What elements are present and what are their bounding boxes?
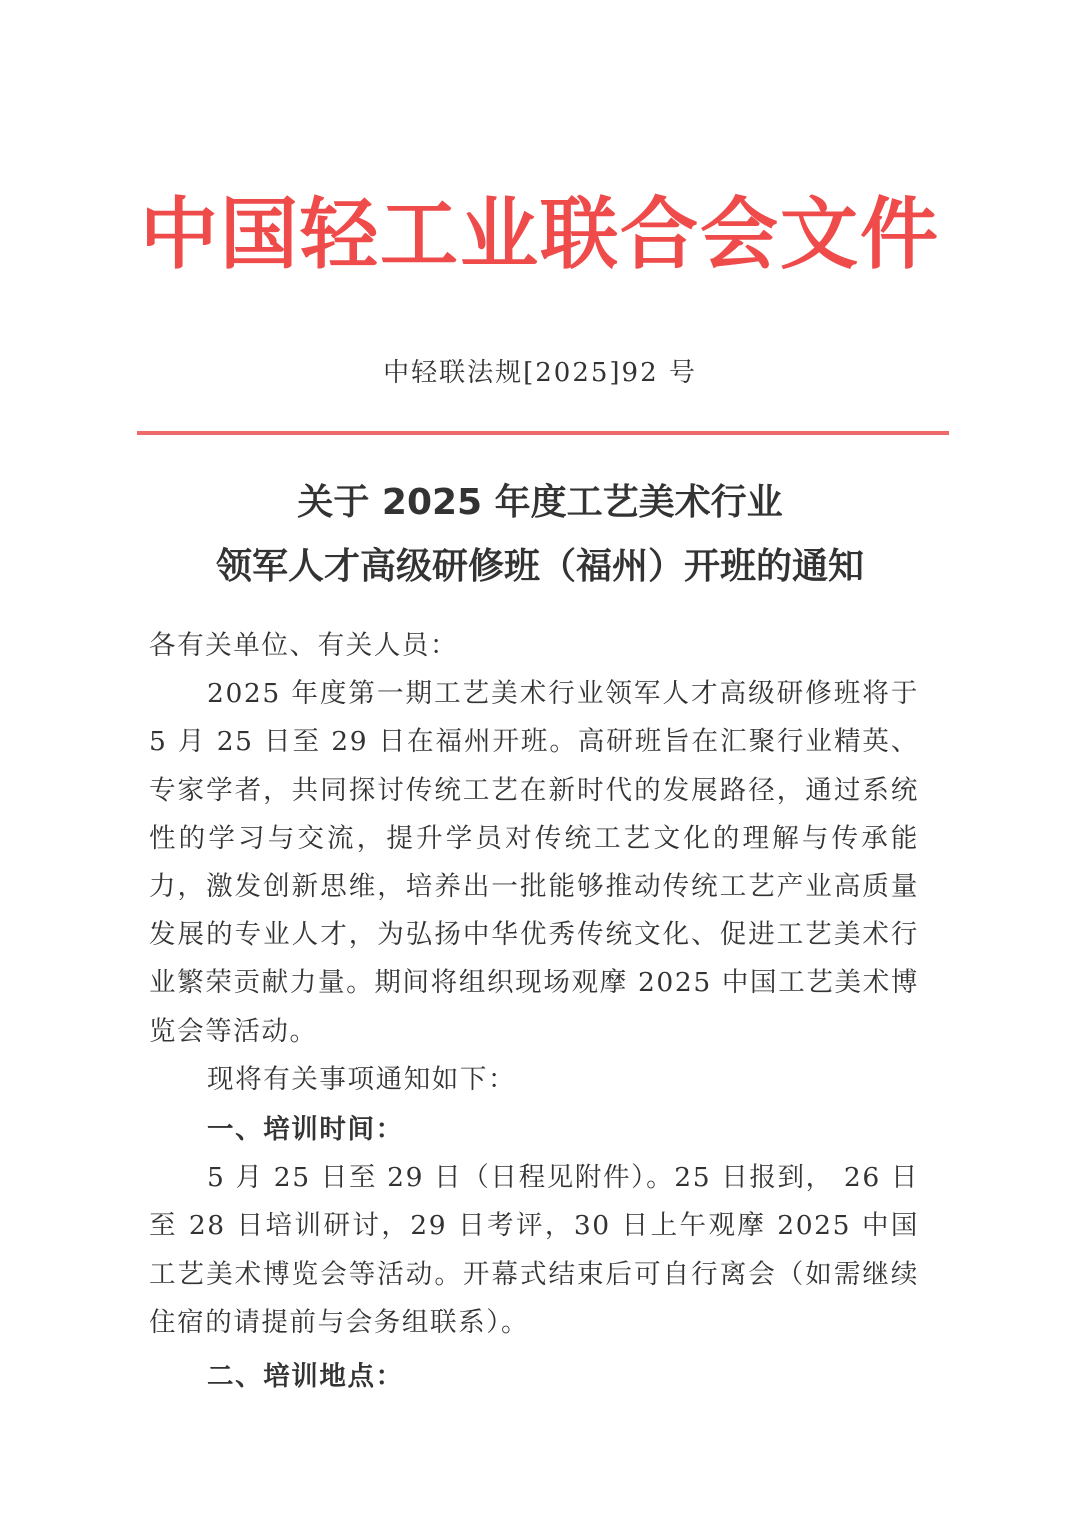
section-content-training-time: 5 月 25 日至 29 日（日程见附件）。25 日报到， 26 日至 28 日培训研讨，29 日考评，30 日上午观摩 2025 中国工艺美术博览会等活动。开幕式结束后可自行离会（如需继续住宿的请提前与会务组联系）。	[149, 1162, 919, 1338]
section-heading-training-time: 一、培训时间：	[207, 1114, 404, 1146]
section-heading-training-location: 二、培训地点：	[207, 1361, 404, 1393]
document-number: 中轻联法规[2025]92 号	[383, 358, 697, 388]
notice-lead: 现将有关事项通知如下：	[207, 1063, 517, 1095]
red-divider-line	[137, 431, 949, 435]
notice-title-line-1: 关于 2025 年度工艺美术行业	[297, 482, 783, 523]
document-body	[149, 622, 919, 1401]
salutation: 各有关单位、有关人员：	[149, 630, 459, 661]
masthead-title: 中国轻工业联合会文件	[139, 190, 940, 280]
intro-paragraph: 2025 年度第一期工艺美术行业领军人才高级研修班将于 5 月 25 日至 29 日在福州开班。高研班旨在汇聚行业精英、专家学者，共同探讨传统工艺在新时代的发展路径，通过系统性的学习与交流，提升学员对传统工艺文化的理解与传承能力，激发创新思维，培养出一批能够推动传统工艺产业高质量发展的专业人才，为弘扬中华优秀传统文化、促进工艺美术行业繁荣贡献力量。期间将组织现场观摩 2025 中国工艺美术博览会等活动。	[149, 678, 919, 1047]
notice-title-line-2: 领军人才高级研修班（福州）开班的通知	[215, 546, 864, 587]
